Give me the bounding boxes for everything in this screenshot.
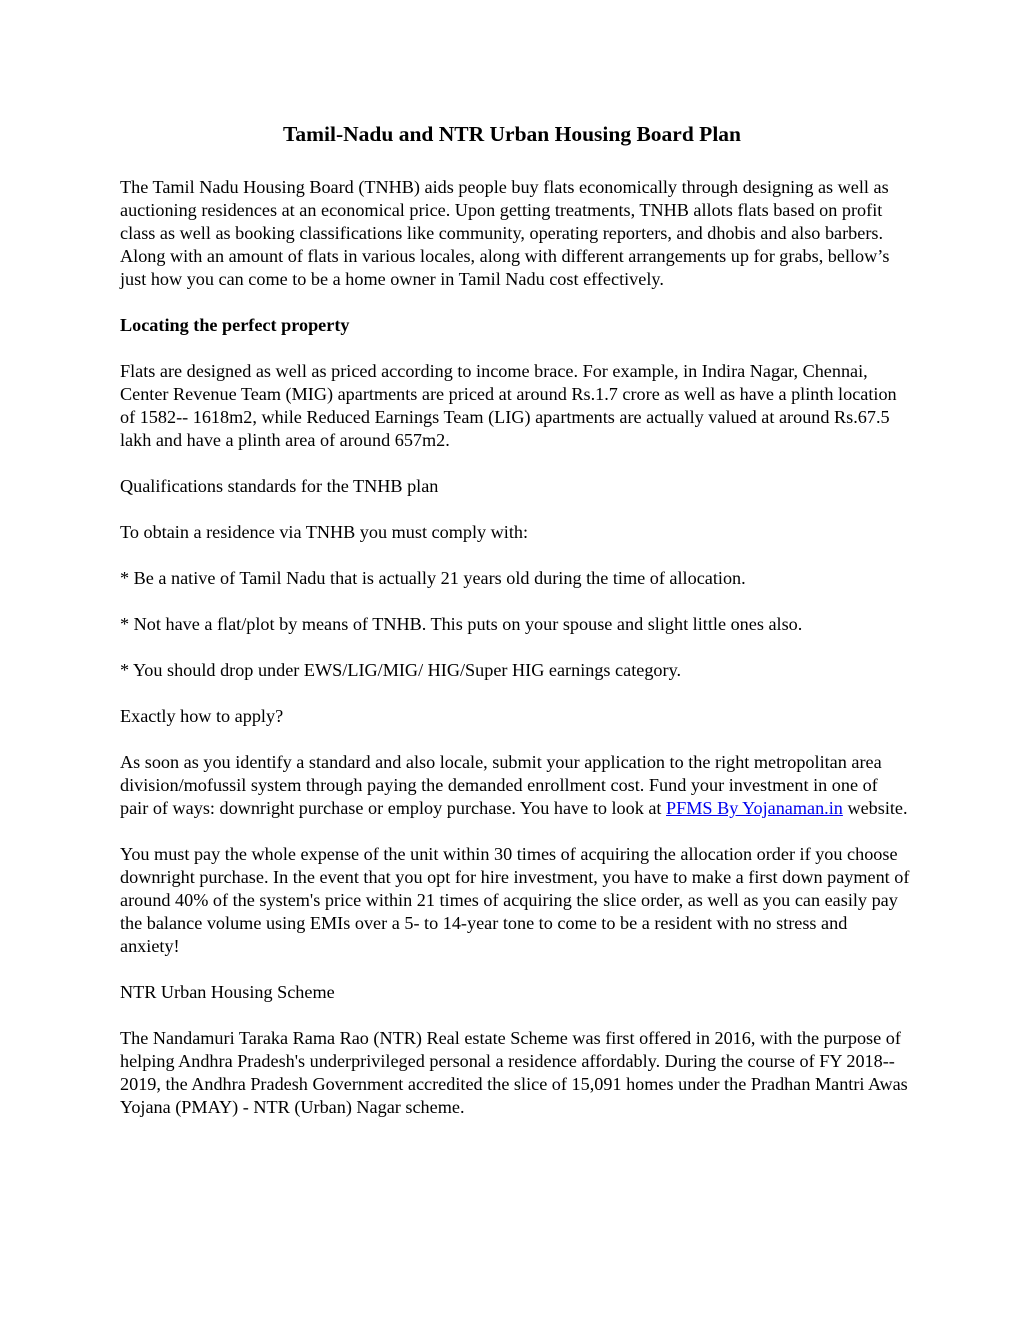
section-heading-qualifications: Qualifications standards for the TNHB plan bbox=[120, 476, 439, 496]
section-heading-locating: Locating the perfect property bbox=[120, 315, 350, 335]
bullet-item: * You should drop under EWS/LIG/MIG/ HIG/Super HIG earnings category. bbox=[120, 660, 682, 680]
section-heading-apply: Exactly how to apply? bbox=[120, 706, 284, 726]
bullet-item: * Be a native of Tamil Nadu that is actually 21 years old during the time of allocation. bbox=[120, 568, 746, 588]
payment-paragraph: You must pay the whole expense of the unit within 30 times of acquiring the allocation order if you choose downright purchase. In the event that you opt for hire investment, you have to make a first down payment of around 40% of the system's price within 21 times of acquiring the slice order, as well as you can easily pay the balance volume using EMIs over a 5- to 14-year tone to come to be a resident with no stress and anxiety! bbox=[120, 844, 910, 956]
obtain-paragraph: To obtain a residence via TNHB you must comply with: bbox=[120, 522, 529, 542]
bullet-item: * Not have a flat/plot by means of TNHB. This puts on your spouse and slight little ones also. bbox=[120, 614, 803, 634]
apply-text-after-link: website. bbox=[842, 798, 908, 818]
document-title: Tamil-Nadu and NTR Urban Housing Board Plan bbox=[283, 122, 741, 146]
document-page bbox=[120, 118, 910, 1119]
flats-paragraph: Flats are designed as well as priced according to income brace. For example, in Indira Nagar, Chennai, Center Revenue Team (MIG) apartments are priced at around Rs.1.7 crore as well as have a plinth location of 1582-- 1618m2, while Reduced Earnings Team (LIG) apartments are actually valued at around Rs.67.5 lakh and have a plinth area of around 657m2. bbox=[120, 361, 897, 450]
section-heading-ntr: NTR Urban Housing Scheme bbox=[120, 982, 335, 1002]
apply-paragraph bbox=[120, 751, 910, 820]
apply-text-before-link: As soon as you identify a standard and also locale, submit your application to the right metropolitan area division/mofussil system through paying the demanded enrollment cost. Fund your investment in one of pair of ways: downright purchase or employ purchase. You have to look at bbox=[120, 752, 882, 818]
intro-paragraph: The Tamil Nadu Housing Board (TNHB) aids people buy flats economically through designing as well as auctioning residences at an economical price. Upon getting treatments, TNHB allots flats based on profit class as well as booking classifications like community, operating reporters, and dhobis and also barbers. Along with an amount of flats in various locales, along with different arrangements up for grabs, bellow’s just how you can come to be a home owner in Tamil Nadu cost effectively. bbox=[120, 177, 890, 289]
ntr-paragraph: The Nandamuri Taraka Rama Rao (NTR) Real estate Scheme was first offered in 2016, with the purpose of helping Andhra Pradesh's underprivileged personal a residence affordably. During the course of FY 2018-- 2019, the Andhra Pradesh Government accredited the slice of 15,091 homes under the Pradhan Mantri Awas Yojana (PMAY) - NTR (Urban) Nagar scheme. bbox=[120, 1028, 908, 1117]
pfms-link[interactable]: PFMS By Yojanaman.in bbox=[666, 798, 843, 818]
